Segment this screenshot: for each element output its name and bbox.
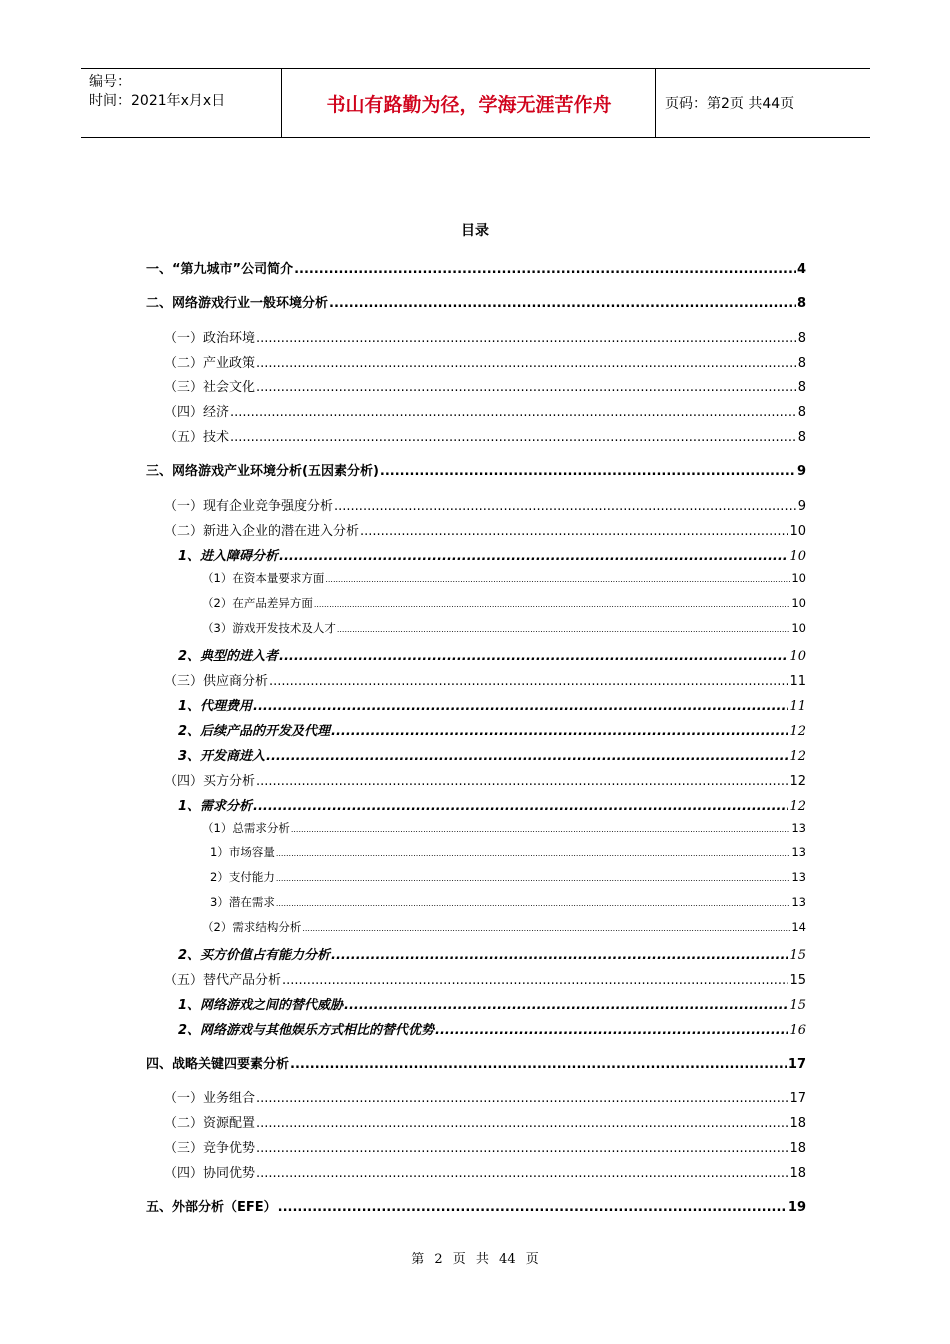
toc-entry-label: 一、“第九城市”公司简介 bbox=[146, 262, 294, 277]
toc-leader-dots bbox=[256, 380, 797, 395]
toc-entry[interactable] bbox=[178, 745, 806, 764]
toc-entry[interactable] bbox=[202, 570, 806, 586]
toc-entry-label: （3）游戏开发技术及人才 bbox=[202, 621, 336, 635]
toc-leader-dots bbox=[331, 724, 788, 739]
toc-entry-label: 二、网络游戏行业一般环境分析 bbox=[146, 296, 329, 311]
toc-leader-dots bbox=[256, 356, 797, 371]
toc-entry-page: 13 bbox=[791, 821, 806, 835]
toc-entry-label: （五）替代产品分析 bbox=[164, 973, 282, 988]
toc-leader-dots bbox=[314, 600, 791, 609]
toc-leader-dots bbox=[334, 499, 797, 514]
toc-entry-label: （四）协同优势 bbox=[164, 1166, 256, 1181]
toc-entry-label: 四、战略关键四要素分析 bbox=[146, 1057, 290, 1072]
toc-leader-dots bbox=[344, 998, 788, 1013]
toc-entry-label: （四）买方分析 bbox=[164, 774, 256, 789]
toc-entry[interactable] bbox=[146, 460, 806, 479]
toc-entry[interactable] bbox=[202, 919, 806, 935]
toc-entry[interactable] bbox=[178, 944, 806, 963]
toc-entry-label: 2）支付能力 bbox=[210, 870, 275, 884]
toc-entry-page: 18 bbox=[789, 1166, 806, 1181]
toc-leader-dots bbox=[302, 924, 790, 933]
toc-entry-page: 8 bbox=[797, 405, 806, 420]
toc-entry[interactable] bbox=[164, 352, 806, 371]
toc-leader-dots bbox=[276, 874, 791, 883]
toc-leader-dots bbox=[435, 1023, 788, 1038]
toc-entry-page: 10 bbox=[789, 524, 806, 539]
toc-entry-label: 2、网络游戏与其他娱乐方式相比的替代优势 bbox=[178, 1023, 435, 1038]
toc-entry[interactable] bbox=[146, 292, 806, 311]
toc-entry-page: 17 bbox=[787, 1057, 806, 1072]
toc-entry-label: 1、网络游戏之间的替代威胁 bbox=[178, 998, 344, 1013]
toc-entry[interactable] bbox=[164, 426, 806, 445]
toc-leader-dots bbox=[337, 625, 791, 634]
toc-entry-page: 17 bbox=[789, 1091, 806, 1106]
toc-leader-dots bbox=[331, 948, 788, 963]
toc-entry-page: 8 bbox=[797, 356, 806, 371]
toc-entry[interactable] bbox=[164, 670, 806, 689]
toc-entry-page: 12 bbox=[789, 799, 806, 814]
toc-entry-page: 8 bbox=[797, 430, 806, 445]
toc-entry-page: 11 bbox=[789, 674, 806, 689]
toc-title: 目录 bbox=[461, 223, 489, 239]
toc-leader-dots bbox=[279, 549, 788, 564]
toc-leader-dots bbox=[269, 674, 788, 689]
toc-entry[interactable] bbox=[164, 969, 806, 988]
toc-leader-dots bbox=[329, 296, 796, 311]
page-header bbox=[81, 68, 870, 138]
header-motto: 书山有路勤为径，学海无涯苦作舟 bbox=[326, 93, 612, 116]
page-footer: 第 2 页 共 44 页 bbox=[411, 1252, 539, 1267]
toc-entry-page: 4 bbox=[796, 262, 806, 277]
toc-leader-dots bbox=[290, 1057, 787, 1072]
toc-entry-page: 13 bbox=[791, 895, 806, 909]
toc-leader-dots bbox=[282, 973, 788, 988]
toc-entry[interactable] bbox=[178, 545, 806, 564]
toc-entry[interactable] bbox=[202, 595, 806, 611]
toc-entry-page: 13 bbox=[791, 870, 806, 884]
toc-entry-page: 12 bbox=[789, 724, 806, 739]
toc-entry-page: 15 bbox=[789, 998, 806, 1013]
toc-entry[interactable] bbox=[202, 820, 806, 836]
toc-entry-label: （一）业务组合 bbox=[164, 1091, 256, 1106]
toc-leader-dots bbox=[253, 699, 788, 714]
toc-entry-label: （1）总需求分析 bbox=[202, 821, 290, 835]
toc-leader-dots bbox=[256, 1116, 788, 1131]
toc-entry-page: 8 bbox=[797, 331, 806, 346]
toc-entry[interactable] bbox=[164, 1162, 806, 1181]
toc-entry-page: 15 bbox=[789, 948, 806, 963]
toc-entry-label: 2、典型的进入者 bbox=[178, 649, 279, 664]
toc-entry[interactable] bbox=[164, 770, 806, 789]
toc-entry-label: （三）社会文化 bbox=[164, 380, 256, 395]
number-label: 编号： bbox=[89, 74, 131, 90]
toc-entry[interactable] bbox=[164, 495, 806, 514]
toc-leader-dots bbox=[253, 799, 788, 814]
toc-entry-page: 9 bbox=[797, 499, 806, 514]
toc-entry-label: （三）竞争优势 bbox=[164, 1141, 256, 1156]
toc-entry-label: （三）供应商分析 bbox=[164, 674, 269, 689]
toc-entry[interactable] bbox=[164, 520, 806, 539]
toc-entry[interactable] bbox=[178, 994, 806, 1013]
toc-leader-dots bbox=[276, 849, 791, 858]
toc-entry[interactable] bbox=[178, 645, 806, 664]
toc-entry-label: （二）资源配置 bbox=[164, 1116, 256, 1131]
header-meta bbox=[89, 73, 225, 111]
toc-entry[interactable] bbox=[164, 327, 806, 346]
toc-entry[interactable] bbox=[146, 1053, 806, 1072]
toc-entry-page: 10 bbox=[789, 549, 806, 564]
toc-leader-dots bbox=[256, 774, 788, 789]
header-divider bbox=[281, 69, 282, 137]
toc-entry[interactable] bbox=[146, 1196, 806, 1215]
toc-entry[interactable] bbox=[164, 1137, 806, 1156]
toc-entry[interactable] bbox=[164, 1112, 806, 1131]
toc-entry-label: 1）市场容量 bbox=[210, 845, 275, 859]
toc-entry[interactable] bbox=[210, 869, 806, 885]
toc-entry-label: 三、网络游戏产业环境分析(五因素分析) bbox=[146, 464, 379, 479]
toc-entry-label: 2、后续产品的开发及代理 bbox=[178, 724, 331, 739]
toc-entry[interactable] bbox=[146, 258, 806, 277]
toc-entry-label: （一）现有企业竞争强度分析 bbox=[164, 499, 334, 514]
toc-leader-dots bbox=[278, 1200, 787, 1215]
toc-entry[interactable] bbox=[178, 695, 806, 714]
toc-entry[interactable] bbox=[164, 1087, 806, 1106]
toc-leader-dots bbox=[360, 524, 788, 539]
toc-entry-label: （2）需求结构分析 bbox=[202, 920, 302, 934]
toc-leader-dots bbox=[266, 749, 788, 764]
toc-leader-dots bbox=[279, 649, 788, 664]
header-page-info: 页码：第2页 共44页 bbox=[665, 96, 795, 112]
toc-entry-page: 10 bbox=[791, 571, 806, 585]
toc-leader-dots bbox=[230, 430, 797, 445]
toc-leader-dots bbox=[291, 825, 791, 834]
toc-entry-label: 五、外部分析（EFE） bbox=[146, 1200, 277, 1215]
header-divider bbox=[655, 69, 656, 137]
toc-entry[interactable] bbox=[178, 720, 806, 739]
toc-entry-page: 11 bbox=[789, 699, 806, 714]
toc-entry[interactable] bbox=[164, 376, 806, 395]
toc-entry-label: 1、需求分析 bbox=[178, 799, 253, 814]
toc-entry-page: 10 bbox=[789, 649, 806, 664]
toc-leader-dots bbox=[256, 331, 797, 346]
toc-leader-dots bbox=[276, 899, 791, 908]
toc-entry-label: （1）在资本量要求方面 bbox=[202, 571, 325, 585]
toc-leader-dots bbox=[325, 575, 790, 584]
toc-entry-page: 15 bbox=[789, 973, 806, 988]
toc-entry-page: 14 bbox=[791, 920, 806, 934]
toc-entry-page: 9 bbox=[796, 464, 806, 479]
toc-leader-dots bbox=[294, 262, 796, 277]
toc-entry-label: （五）技术 bbox=[164, 430, 230, 445]
toc-entry-page: 12 bbox=[789, 774, 806, 789]
toc-leader-dots bbox=[256, 1166, 788, 1181]
toc-leader-dots bbox=[256, 1091, 788, 1106]
toc-entry-page: 19 bbox=[787, 1200, 806, 1215]
toc-entry-page: 12 bbox=[789, 749, 806, 764]
toc-entry[interactable] bbox=[164, 401, 806, 420]
toc-entry-page: 18 bbox=[789, 1141, 806, 1156]
toc-entry-label: （一）政治环境 bbox=[164, 331, 256, 346]
toc-entry-label: （二）新进入企业的潜在进入分析 bbox=[164, 524, 360, 539]
toc-entry-label: （四）经济 bbox=[164, 405, 230, 420]
toc-leader-dots bbox=[230, 405, 797, 420]
toc-entry-label: （二）产业政策 bbox=[164, 356, 256, 371]
toc-entry-page: 8 bbox=[797, 380, 806, 395]
time-label: 时间：2021年x月x日 bbox=[89, 93, 226, 109]
toc-entry-page: 18 bbox=[789, 1116, 806, 1131]
toc-entry-label: 1、进入障碍分析 bbox=[178, 549, 279, 564]
toc-leader-dots bbox=[380, 464, 796, 479]
toc-entry-page: 16 bbox=[789, 1023, 806, 1038]
toc-entry-label: 3、开发商进入 bbox=[178, 749, 266, 764]
toc-leader-dots bbox=[256, 1141, 788, 1156]
toc-entry-page: 10 bbox=[791, 621, 806, 635]
toc-entry-label: 3）潜在需求 bbox=[210, 895, 275, 909]
toc-entry-label: 1、代理费用 bbox=[178, 699, 253, 714]
toc-entry-label: 2、买方价值占有能力分析 bbox=[178, 948, 331, 963]
toc-entry[interactable] bbox=[210, 894, 806, 910]
toc-entry[interactable] bbox=[210, 844, 806, 860]
toc-entry[interactable] bbox=[178, 795, 806, 814]
toc-entry-label: （2）在产品差异方面 bbox=[202, 596, 313, 610]
toc-entry-page: 13 bbox=[791, 845, 806, 859]
toc-entry[interactable] bbox=[202, 620, 806, 636]
toc-entry[interactable] bbox=[178, 1019, 806, 1038]
toc-entry-page: 8 bbox=[796, 296, 806, 311]
toc-entry-page: 10 bbox=[791, 596, 806, 610]
